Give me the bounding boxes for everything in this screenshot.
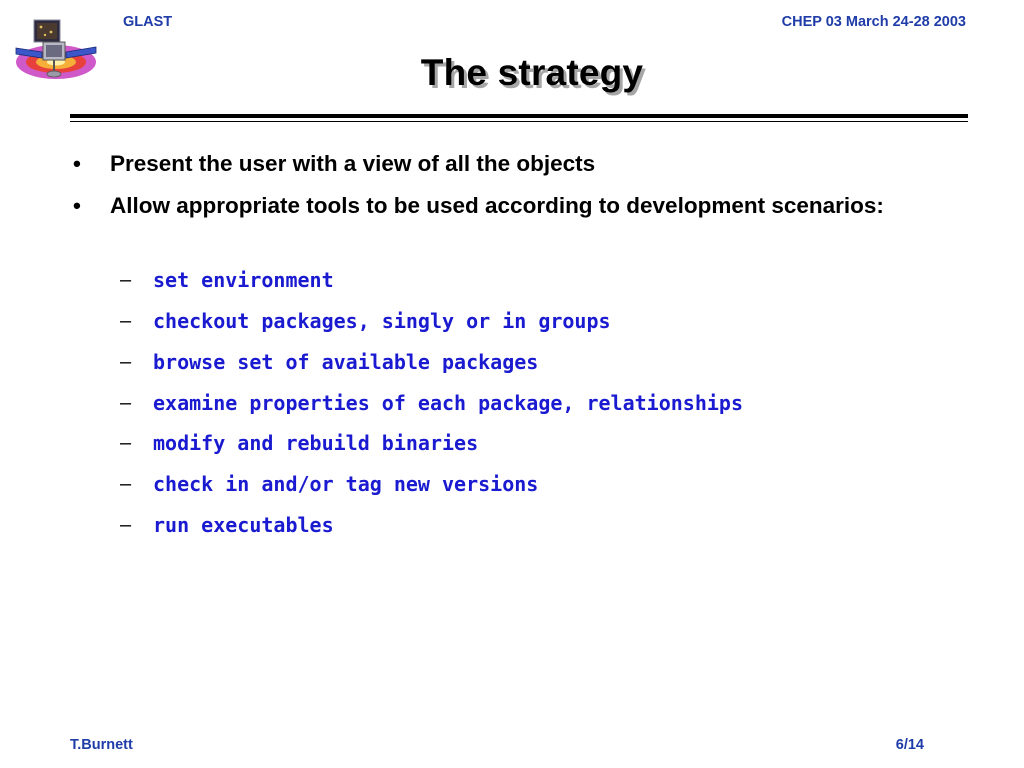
sub-bullet-text: check in and/or tag new versions — [153, 472, 539, 496]
sub-bullet-item — [120, 307, 611, 335]
dash-icon: – — [120, 514, 132, 536]
sub-bullet-text: browse set of available packages — [153, 350, 539, 374]
dash-icon: – — [120, 310, 132, 332]
sub-bullet-text: modify and rebuild binaries — [153, 431, 479, 455]
header-project-name: GLAST — [123, 14, 173, 30]
sub-bullet-item — [120, 348, 539, 376]
dash-icon: – — [120, 351, 132, 373]
bullet-text: Allow appropriate tools to be used according to development scenarios: — [110, 193, 884, 218]
bullet-item — [73, 147, 970, 180]
dash-icon: – — [120, 269, 132, 291]
sub-bullet-text: checkout packages, singly or in groups — [153, 309, 611, 333]
bullet-text: Present the user with a view of all the objects — [110, 151, 596, 176]
title-rule-thick — [70, 114, 968, 118]
bullet-dot-icon: • — [73, 193, 81, 218]
sub-bullet-item — [120, 389, 744, 417]
slide-title: The strategy — [420, 52, 644, 93]
bullet-item — [73, 189, 970, 222]
sub-bullet-text: run executables — [153, 513, 334, 537]
sub-bullet-item — [120, 470, 539, 498]
dash-icon: – — [120, 432, 132, 454]
sub-bullet-text: set environment — [153, 268, 334, 292]
title-rule-thin — [70, 121, 968, 122]
footer-author: T.Burnett — [70, 737, 133, 753]
sub-bullet-text: examine properties of each package, relationships — [153, 391, 744, 415]
bullet-dot-icon: • — [73, 151, 81, 176]
dash-icon: – — [120, 473, 132, 495]
footer-page-number: 6/14 — [895, 737, 924, 753]
header-conference: CHEP 03 March 24-28 2003 — [781, 14, 966, 30]
sub-bullet-item — [120, 266, 334, 294]
sub-bullet-item — [120, 511, 334, 539]
sub-bullet-item — [120, 429, 479, 457]
dash-icon: – — [120, 392, 132, 414]
